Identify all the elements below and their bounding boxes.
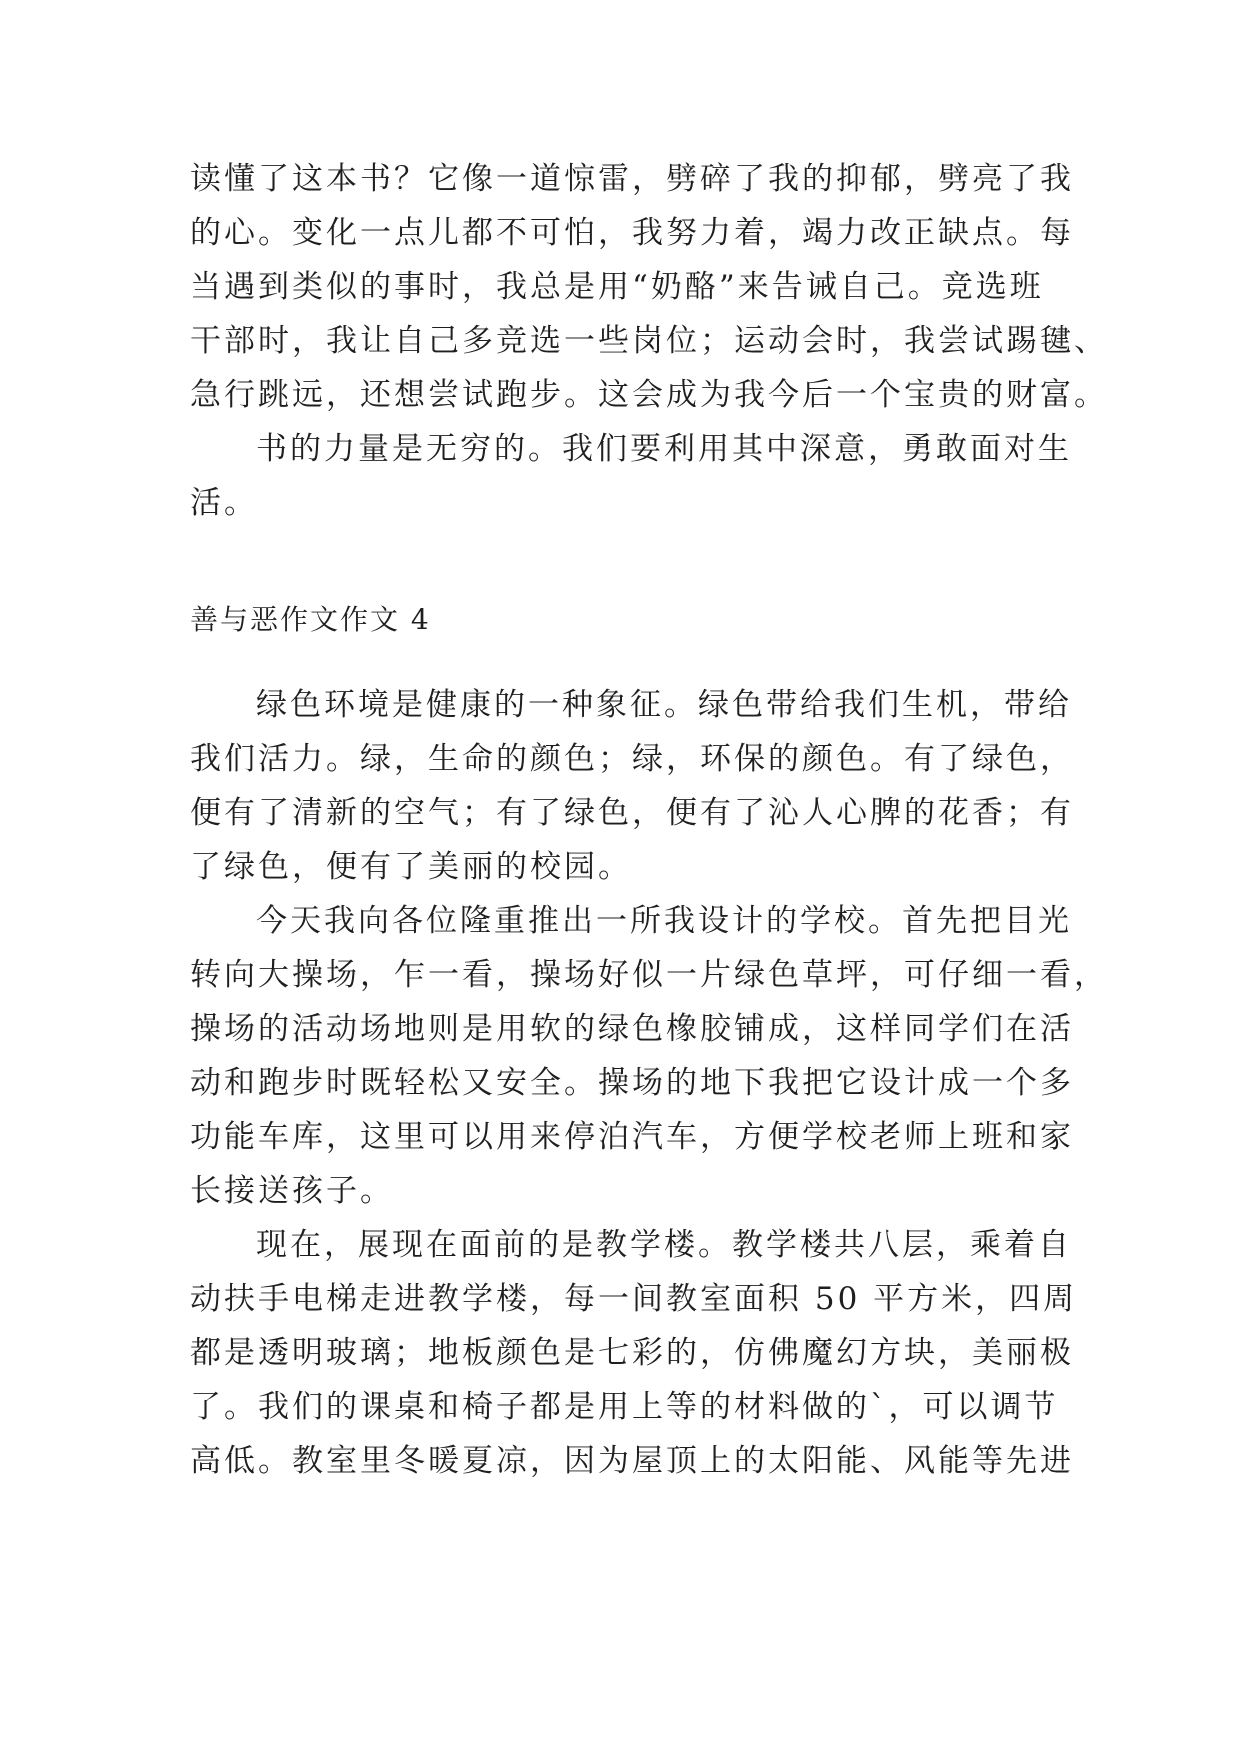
text-line: 动扶手电梯走进教学楼，每一间教室面积 50 平方米，四周: [190, 1281, 1078, 1317]
body-text-main: [190, 678, 1108, 1488]
text-line: 当遇到类似的事时，我总是用“奶酪”来告诫自己。竞选班: [190, 269, 1044, 305]
text-line: 操场的活动场地则是用软的绿色橡胶铺成，这样同学们在活: [190, 1011, 1074, 1047]
paragraph-first-line: 今天我向各位隆重推出一所我设计的学校。首先把目光: [256, 903, 1072, 939]
text-line: 都是透明玻璃；地板颜色是七彩的，仿佛魔幻方块，美丽极: [190, 1335, 1074, 1371]
paragraph-first-line: 绿色环境是健康的一种象征。绿色带给我们生机，带给: [256, 687, 1072, 723]
text-line: 急行跳远，还想尝试跑步。这会成为我今后一个宝贵的财富。: [190, 377, 1108, 413]
text-line: 转向大操场，乍一看，操场好似一片绿色草坪，可仔细一看，: [190, 957, 1108, 993]
text-line: 高低。教室里冬暖夏凉，因为屋顶上的太阳能、风能等先进: [190, 1443, 1074, 1479]
paragraph-first-line: 现在，展现在面前的是教学楼。教学楼共八层，乘着自: [256, 1227, 1072, 1263]
text-line: 读懂了这本书？它像一道惊雷，劈碎了我的抑郁，劈亮了我: [190, 161, 1074, 197]
text-line: 便有了清新的空气；有了绿色，便有了沁人心脾的花香；有: [190, 795, 1074, 831]
text-line: 了绿色，便有了美丽的校园。: [190, 849, 632, 885]
text-line: 了。我们的课桌和椅子都是用上等的材料做的`，可以调节: [190, 1389, 1059, 1425]
text-line: 我们活力。绿，生命的颜色；绿，环保的颜色。有了绿色，: [190, 741, 1074, 777]
text-line: 功能车库，这里可以用来停泊汽车，方便学校老师上班和家: [190, 1119, 1074, 1155]
section-heading: 善与恶作文作文 4: [190, 603, 431, 636]
text-line: 活。: [190, 485, 258, 521]
text-line: 长接送孩子。: [190, 1173, 394, 1209]
text-line: 的心。变化一点儿都不可怕，我努力着，竭力改正缺点。每: [190, 215, 1074, 251]
text-line: 干部时，我让自己多竞选一些岗位；运动会时，我尝试踢毽、: [190, 323, 1108, 359]
body-text-top: [190, 152, 1108, 530]
paragraph-first-line: 书的力量是无穷的。我们要利用其中深意，勇敢面对生: [256, 431, 1072, 467]
text-line: 动和跑步时既轻松又安全。操场的地下我把它设计成一个多: [190, 1065, 1074, 1101]
